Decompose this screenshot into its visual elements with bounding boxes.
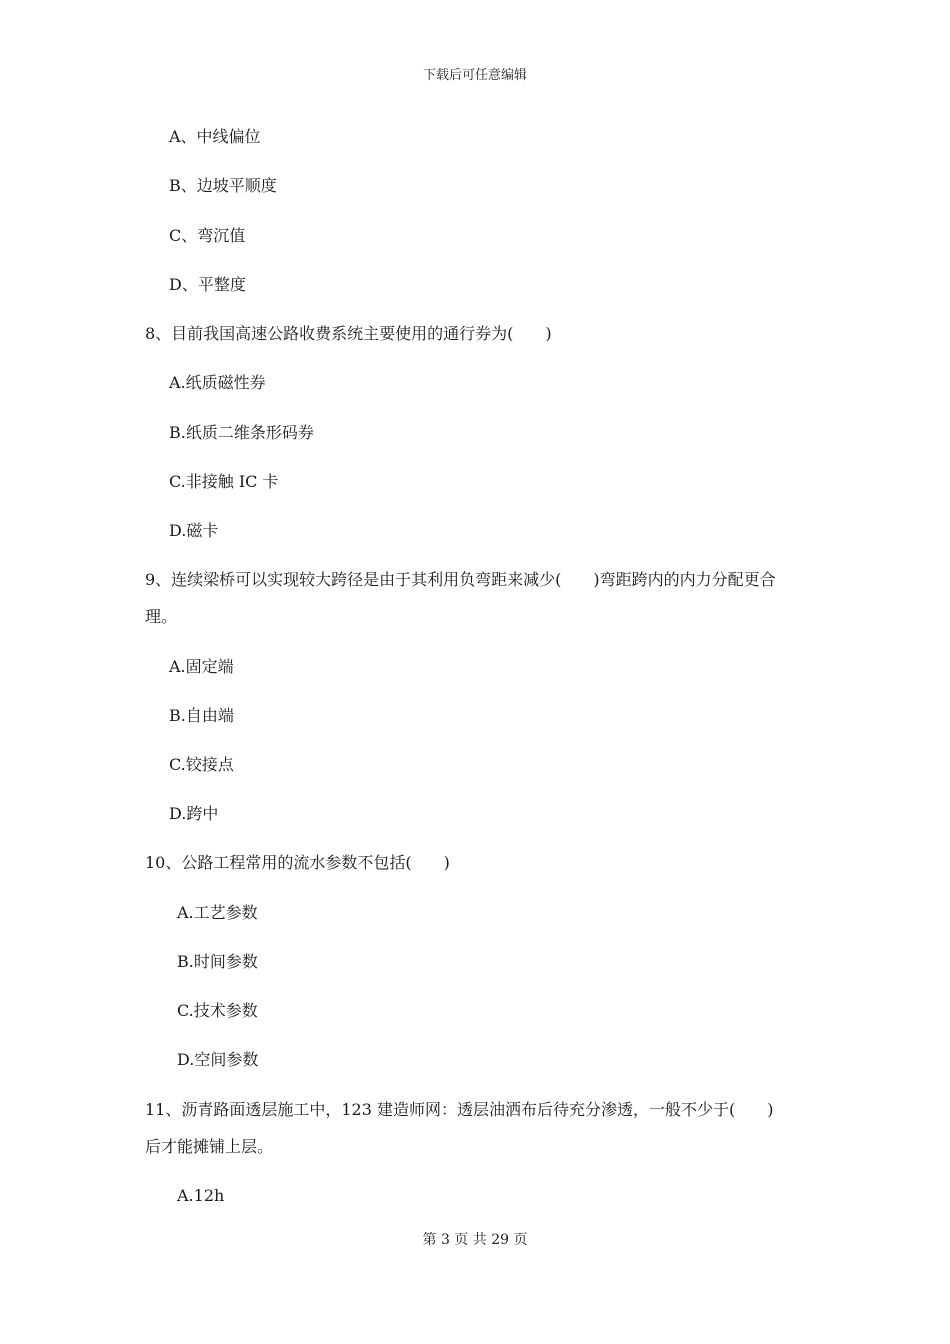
q9-option-d: D.跨中 <box>169 804 219 823</box>
q10-option-b: B.时间参数 <box>177 952 258 971</box>
q10-stem: 10、公路工程常用的流水参数不包括( ) <box>145 853 450 872</box>
q7-option-d: D、平整度 <box>169 275 246 294</box>
q9-stem-line1: 9、连续梁桥可以实现较大跨径是由于其利用负弯距来减少( )弯距跨内的内力分配更合 <box>145 570 776 589</box>
q8-option-b: B.纸质二维条形码券 <box>169 423 314 442</box>
q7-option-c: C、弯沉值 <box>169 226 246 245</box>
q11-stem-line2: 后才能摊铺上层。 <box>145 1137 274 1156</box>
q10-option-a: A.工艺参数 <box>177 903 258 922</box>
page-footer: 第 3 页 共 29 页 <box>422 1232 528 1248</box>
q8-option-a: A.纸质磁性券 <box>169 373 266 392</box>
q11-stem-line1: 11、沥青路面透层施工中，123 建造师网：透层油洒布后待充分渗透，一般不少于( ) <box>145 1100 774 1119</box>
q8-stem: 8、目前我国高速公路收费系统主要使用的通行券为( ) <box>145 324 552 343</box>
q7-option-a: A、中线偏位 <box>169 127 261 146</box>
q8-option-c: C.非接触 IC 卡 <box>169 472 279 491</box>
q10-option-c: C.技术参数 <box>177 1001 258 1020</box>
page-header: 下载后可任意编辑 <box>422 68 527 83</box>
q11-option-a: A.12h <box>177 1186 225 1205</box>
q9-stem-line2: 理。 <box>145 607 178 626</box>
q9-option-c: C.铰接点 <box>169 755 234 774</box>
q9-option-a: A.固定端 <box>169 657 234 676</box>
q9-option-b: B.自由端 <box>169 706 234 725</box>
q8-option-d: D.磁卡 <box>169 521 219 540</box>
q10-option-d: D.空间参数 <box>177 1050 259 1069</box>
q7-option-b: B、边坡平顺度 <box>169 176 277 195</box>
